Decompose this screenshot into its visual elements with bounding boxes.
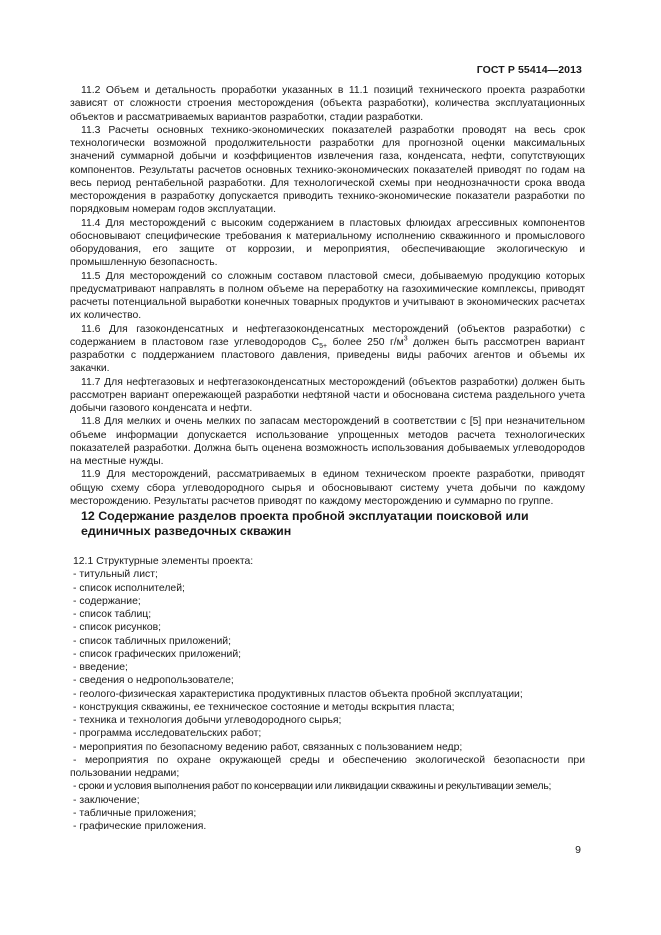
list-item: - введение; [73,662,128,673]
list-item: - табличные приложения; [73,807,197,819]
structural-elements-list [70,555,585,833]
list-item: - заключение; [73,794,140,806]
paragraph-11-2: 11.2 Объем и детальность проработки указанных в 11.1 позиций технического проекта разработки зависят от сложности строения месторождения (объекта разработки), количества эксплуатационных объектов и рассматриваемых вариантов разработки, стадии разработки. [70,85,585,123]
paragraph-11-5: 11.5 Для месторождений со сложным составом пластовой смеси, добываемую продукцию которых предусматривают направлять в полном объеме на переработку на газохимические комплексы, приводят расчеты потенциальной выработки конечных товарных продуктов и учитывают в экономических расчетах их количество. [70,270,585,322]
list-item: - сведения о недропользователе; [73,675,234,687]
list-item: - графические приложения. [73,821,207,832]
list-item: - техника и технология добычи углеводородного сырья; [73,715,342,726]
list-item: - титульный лист; [73,569,158,581]
list-item: - список рисунков; [73,622,162,634]
paragraph-11-4: 11.4 Для месторождений с высоким содержанием в пластовых флюидах агрессивных компонентов обосновывают специфические требования к материальному исполнению скважинного и промыслового оборудования, его защите от коррозии, и мероприятия, обеспечивающие экологическую и промышленную безопасность. [70,217,585,269]
list-item: - содержание; [73,595,141,607]
standard-code-header: ГОСТ Р 55414—2013 [476,64,582,76]
list-item: - мероприятия по безопасному ведению работ, связанных с пользованием недр; [73,741,463,753]
p116-sup: 3 [403,335,408,343]
p116-mid: более 250 г/м [327,336,404,348]
list-item-wrapped: - мероприятия по охране окружающей среды и обеспечению экологической безопасности при пользовании недрами; [70,754,585,779]
page-number: 9 [575,844,581,856]
paragraph-11-7: 11.7 Для нефтегазовых и нефтегазоконденсатных месторождений (объектов разработки) должен быть рассмотрен вариант опережающей разработки нефтяной части и обоснована система раздельного учета добычи газового конденсата и нефти. [70,376,585,414]
paragraph-11-6 [70,323,585,376]
document-body [70,84,585,508]
p116-sub: 5+ [319,342,328,350]
list-item: - конструкция скважины, ее техническое состояние и методы вскрытия пласта; [73,701,455,713]
list-item: - программа исследовательских работ; [73,728,262,740]
paragraph-11-3: 11.3 Расчеты основных технико-экономических показателей разработки проводят на весь срок технологически возможной продолжительности разработки для прогнозной оценки максимальных значений суммарной добычи и коэффициентов извлечения газа, конденсата, нефти, сопутствующих компонентов. Результаты расчетов основных технико-экономических показателей приводят по годам на весь период рентабельной разработки. Для технологической схемы при неоднозначности срока ввода месторождения в разработку допускается приводить технико-экономические показатели разработки по порядковым номерам годов эксплуатации. [70,124,585,216]
list-item: - список таблиц; [73,609,152,620]
list-item: - список исполнителей; [73,582,185,594]
list-intro: 12.1 Структурные элементы проекта: [73,556,254,567]
list-item: - сроки и условия выполнения работ по консервации или ликвидации скважины и рекультивации земель; [73,781,552,793]
paragraph-11-9: 11.9 Для месторождений, рассматриваемых в едином техническом проекте разработки, приводят общую схему сбора углеводородного сырья и обосновывают систему учета добычи по каждому месторождению. Результаты расчетов приводят по каждому месторождению и суммарно по группе. [70,469,585,507]
list-item: - список графических приложений; [73,648,242,660]
list-item: - геолого-физическая характеристика продуктивных пластов объекта пробной эксплуатации; [73,688,523,700]
p116-before: 11.6 Для газоконденсатных и нефтегазоконденсатных месторождений (объектов разработки) с содержанием в пластовом газе углеводородов C [70,323,585,348]
p116-after: должен быть рассмотрен вариант разработки с поддержанием пластового давления, приведены виды рабочих агентов и объемы их закачки. [70,336,585,375]
paragraph-11-8: 11.8 Для мелких и очень мелких по запасам месторождений в соответствии с [5] при незначительном объеме информации допускается использование упрощенных методов расчета технологических показателей разработки. Должна быть оценена возможность использования добываемых углеводородов на местные нужды. [70,416,585,467]
list-item: - список табличных приложений; [73,635,231,647]
section-12-title: 12 Содержание разделов проекта пробной эксплуатации поисковой или единичных разведочных скважин [81,509,529,538]
